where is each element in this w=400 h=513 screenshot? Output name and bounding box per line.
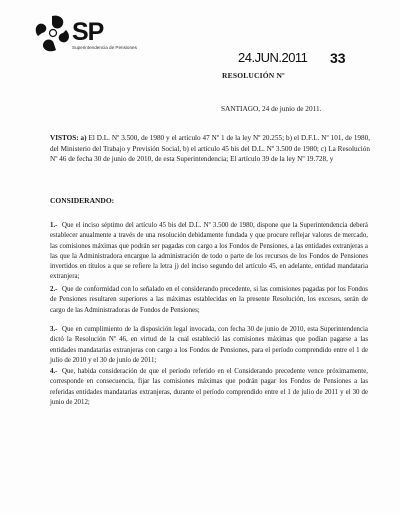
considerando-heading: CONSIDERANDO:: [50, 196, 115, 205]
item-number: 4.-: [50, 368, 58, 375]
vistos-text: El D.L. Nº 3.500, de 1980 y el artículo 47 Nº 1 de la ley Nº 20.255; b) el D.F.L. Nº 101, de 1980, del Ministerio del Trabajo y Previsión Social, b) el artículo 45 bis del D.L. Nº 3.500 de 1980; c) La Resolución Nº 46 de fecha 30 de junio de 2010, de esta Superintendencia; El artículo 39 de la ley Nº 19.728, y: [50, 134, 371, 164]
pinwheel-logo-icon: [34, 12, 74, 56]
item-number: 3.-: [50, 326, 58, 333]
considerando-item: [50, 221, 368, 283]
resolution-label: RESOLUCIÓN Nº: [222, 71, 285, 80]
item-number: 2.-: [50, 286, 58, 293]
resolution-number: 33: [330, 50, 346, 66]
vistos-label: VISTOS: a): [50, 134, 87, 142]
logo-subtitle: Superintendencia de Pensiones: [72, 45, 137, 50]
considerando-item: [50, 367, 368, 408]
item-text: Que en cumplimiento de la disposición legal invocada, con fecha 30 de junio de 2010, esta Superintendencia dictó la Resolución Nº 46, en virtud de la cual estableció las comisiones máximas que podían pagarse a las entidades mandatarias extranjeras con cargo a los Fondos de Pensiones, para el período comprendido entre el 1 de julio de 2010 y el 30 de junio de 2011;: [50, 326, 368, 364]
stamped-date: 24.JUN.2011: [238, 50, 308, 65]
vistos-paragraph: [50, 133, 370, 165]
place-and-date: SANTIAGO, 24 de junio de 2011.: [221, 104, 322, 113]
item-text: Que el inciso séptimo del artículo 45 bis del D.L. Nº 3.500 de 1980, dispone que la Superintendencia deberá establecer anualmente a través de una resolución debidamente fundada y que procure reflejar valores de mercado, las comisiones máximas que podrán ser pagadas con cargo a los Fondos de Pensiones, a las entidades extranjeras a las que la Administradora encargue la administración de todo o parte de los recursos de los Fondos de Pensiones invertidos en títulos a que se refiere la letra j) del inciso segundo del artículo 45, en adelante, entidad mandataria extranjera;: [50, 222, 368, 281]
considerando-item: [50, 325, 368, 366]
item-text: Que, habida consideración de que el período referido en el Considerando precedente vence próximamente, corresponde en consecuencia, fijar las comisiones máximas que podrán pagar los Fondos de Pensiones a las referidas entidades mandatarias extranjeras, durante el período comprendido entre el 1 de julio de 2011 y el 30 de junio de 2012;: [50, 368, 368, 406]
item-text: Que de conformidad con lo señalado en el considerando precedente, si las comisiones pagadas por los Fondos de Pensiones resultaren superiores a las máximas establecidas en la presente Resolución, los excesos, serán de cargo de las Administradoras de Fondos de Pensiones;: [50, 286, 368, 314]
logo-text: SP: [72, 18, 104, 46]
considerando-item: [50, 285, 368, 316]
superintendencia-logo: [34, 12, 154, 58]
item-number: 1.-: [50, 222, 58, 229]
